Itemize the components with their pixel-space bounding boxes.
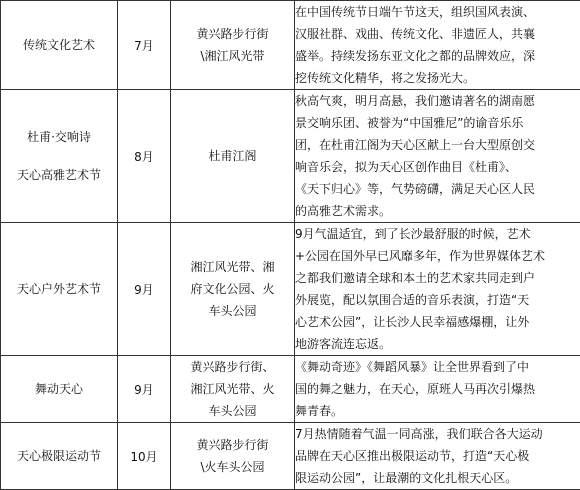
event-venue-line: 车头公园: [171, 400, 294, 422]
event-venue-line: 黄兴路步行街: [171, 23, 294, 45]
event-description-line: 挖传统文化精华，将之发扬光大。: [295, 67, 580, 89]
table-row: [1, 356, 580, 423]
event-description-line: 《天下归心》等，气势磅礴，满足天心区人民: [295, 178, 580, 200]
event-month: 10月: [118, 448, 170, 465]
event-description-line: 地游客流连忘返。: [295, 333, 580, 355]
event-description-line: 盛举。持续发扬东亚文化之都的品牌效应，深: [295, 45, 580, 67]
event-description-line: 心艺术公园”，让长沙人民幸福感爆棚，让外: [295, 311, 580, 333]
event-venue-cell: [171, 1, 295, 90]
event-venue-cell: [171, 90, 295, 223]
event-name-cell: [1, 423, 118, 490]
table-row: [1, 90, 580, 223]
event-venue-line: 黄兴路步行街、: [171, 356, 294, 378]
event-venue-line: 湘江风光带、火: [171, 378, 294, 400]
event-description-line: 7月热情随着气温一同高涨，我们联合各大运动: [295, 423, 580, 445]
event-month: 9月: [118, 281, 170, 298]
event-month: 7月: [118, 37, 170, 54]
event-description-line: 团，在杜甫江阁为天心区献上一台大型原创交: [295, 134, 580, 156]
line-spacer: [1, 148, 117, 164]
event-description-line: 之都我们邀请全球和本土的艺术家共同走到户: [295, 267, 580, 289]
event-venue-line: 府文化公园、火: [171, 278, 294, 300]
event-description-line: 的高雅艺术需求。: [295, 200, 580, 222]
event-description-line: 《舞动奇迹》《舞蹈风暴》让全世界看到了中: [295, 356, 580, 378]
event-month-cell: [118, 356, 171, 423]
event-venue-cell: [171, 423, 295, 490]
event-month-cell: [118, 1, 171, 90]
event-month-cell: [118, 90, 171, 223]
event-venue-line: 湘江风光带、湘: [171, 256, 294, 278]
event-month: 9月: [118, 381, 170, 398]
event-venue-line: 杜甫江阁: [171, 145, 294, 167]
event-description-line: +公园在国外早已风靡多年，作为世界媒体艺术: [295, 245, 580, 267]
event-venue-line: 黄兴路步行街: [171, 434, 294, 456]
event-description-line: 国的舞之魅力，在天心，原班人马再次引爆热: [295, 378, 580, 400]
event-description-cell: [295, 356, 580, 423]
event-name: 天心高雅艺术节: [1, 164, 117, 186]
event-description-line: 秋高气爽，明月高悬，我们邀请著名的湖南愿: [295, 90, 580, 112]
event-description-line: 限运动公园”，让最潮的文化扎根天心区。: [295, 467, 580, 489]
event-venue-cell: [171, 223, 295, 356]
event-month: 8月: [118, 148, 170, 165]
event-name: 传统文化艺术: [1, 34, 117, 56]
event-description-line: 景交响乐团、被誉为“中国雅尼”的谕音乐乐: [295, 112, 580, 134]
event-month-cell: [118, 223, 171, 356]
event-name-cell: [1, 356, 118, 423]
event-name: 天心户外艺术节: [1, 278, 117, 300]
event-description-cell: [295, 1, 580, 90]
event-venue-cell: [171, 356, 295, 423]
event-name: 天心极限运动节: [1, 445, 117, 467]
event-description-cell: [295, 90, 580, 223]
event-description-cell: [295, 223, 580, 356]
event-name: 舞动天心: [1, 378, 117, 400]
event-month-cell: [118, 423, 171, 490]
event-description-line: 9月气温适宜，到了长沙最舒服的时候，艺术: [295, 223, 580, 245]
event-name: 杜甫·交响诗: [1, 126, 117, 148]
event-description-line: 响音乐会，拟为天心区创作曲目《杜甫》、: [295, 156, 580, 178]
event-description-line: 在中国传统节日端午节这天，组织国风表演、: [295, 1, 580, 23]
event-description-line: 汉服社群、戏曲、传统文化、非遗匠人，共襄: [295, 23, 580, 45]
event-venue-line: \湘江风光带: [171, 45, 294, 67]
table-row: [1, 1, 580, 90]
event-name-cell: [1, 223, 118, 356]
event-name-cell: [1, 90, 118, 223]
table-row: [1, 423, 580, 490]
event-name-cell: [1, 1, 118, 90]
event-description-line: 外展览，配以氛围合适的音乐表演，打造“天: [295, 289, 580, 311]
event-venue-line: \火车头公园: [171, 456, 294, 478]
event-description-line: 舞青春。: [295, 400, 580, 422]
table-row: [1, 223, 580, 356]
event-venue-line: 车头公园: [171, 300, 294, 322]
event-description-line: 品牌在天心区推出极限运动节，打造“天心极: [295, 445, 580, 467]
event-description-cell: [295, 423, 580, 490]
